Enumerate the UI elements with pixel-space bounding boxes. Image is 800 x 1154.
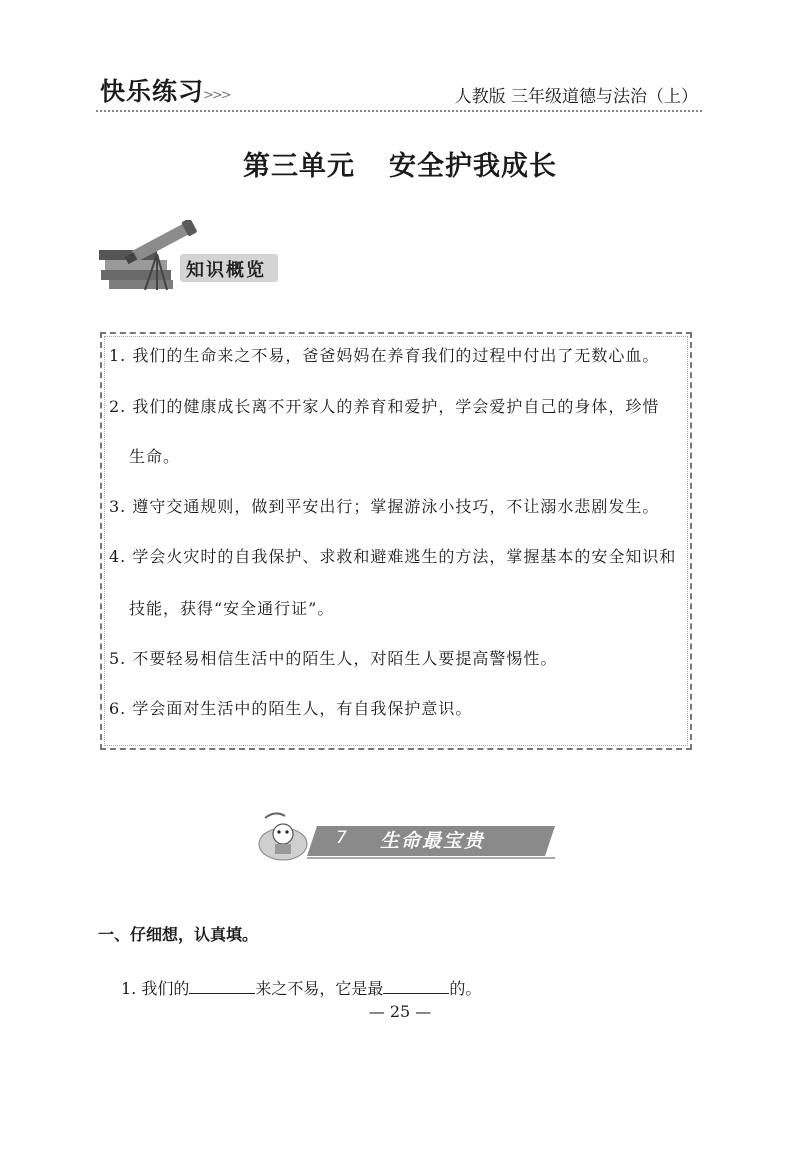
knowledge-item-5: 5. 不要轻易相信生活中的陌生人，对陌生人要提高警惕性。 bbox=[109, 649, 558, 668]
header-divider bbox=[96, 110, 702, 112]
lesson-number: 7 bbox=[336, 828, 347, 848]
knowledge-item-2: 2. 我们的健康成长离不开家人的养育和爱护，学会爱护自己的身体，珍惜 bbox=[109, 397, 660, 416]
overview-label: 知识概览 bbox=[186, 260, 266, 281]
question-1 bbox=[121, 976, 481, 999]
lesson-title: 生命最宝贵 bbox=[380, 830, 486, 852]
book-edition-label: 人教版 三年级道德与法治（上） bbox=[454, 87, 698, 107]
knowledge-item-4-continued: 技能，获得“安全通行证”。 bbox=[129, 599, 335, 618]
knowledge-item-3: 3. 遵守交通规则，做到平安出行；掌握游泳小技巧，不让溺水悲剧发生。 bbox=[109, 497, 660, 516]
page-number: — 25 — bbox=[368, 1002, 432, 1021]
question-1-text-a: 1. 我们的 bbox=[121, 979, 190, 998]
question-1-text-c: 的。 bbox=[449, 979, 482, 998]
unit-number: 第三单元 bbox=[243, 151, 355, 182]
brand-arrows-decoration: >>> bbox=[203, 88, 230, 103]
exercise-section-title: 一、仔细想，认真填。 bbox=[98, 925, 259, 944]
knowledge-item-2-continued: 生命。 bbox=[129, 447, 181, 466]
knowledge-item-4: 4. 学会火灾时的自我保护、求救和避难逃生的方法，掌握基本的安全知识和 bbox=[109, 547, 677, 566]
knowledge-item-1: 1. 我们的生命来之不易，爸爸妈妈在养育我们的过程中付出了无数心血。 bbox=[109, 346, 660, 365]
question-1-text-b: 来之不易，它是最 bbox=[255, 979, 384, 998]
answer-blank-2[interactable] bbox=[383, 979, 449, 994]
book-series-brand: 快乐练习 bbox=[100, 77, 205, 106]
knowledge-item-6: 6. 学会面对生活中的陌生人，有自我保护意识。 bbox=[109, 699, 473, 718]
unit-title bbox=[0, 144, 800, 183]
answer-blank-1[interactable] bbox=[189, 979, 255, 994]
unit-name: 安全护我成长 bbox=[389, 151, 557, 182]
